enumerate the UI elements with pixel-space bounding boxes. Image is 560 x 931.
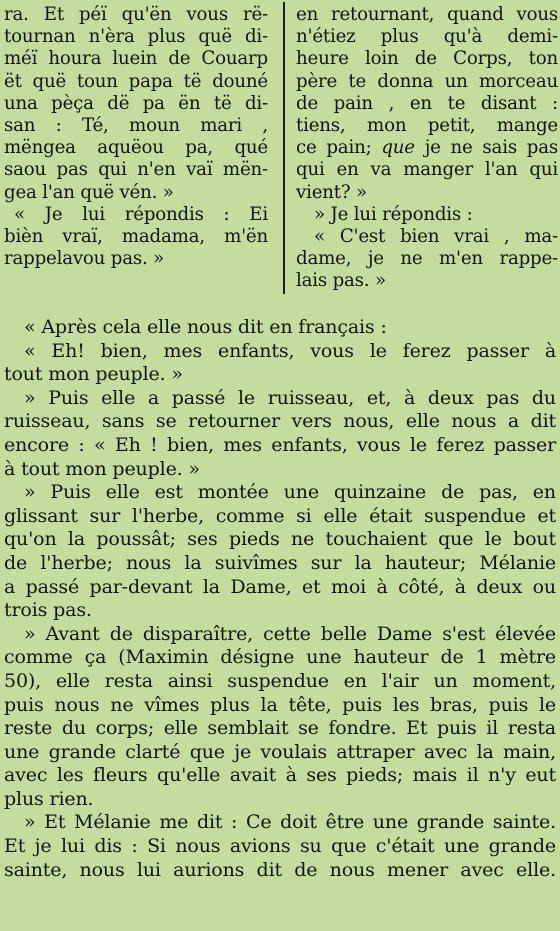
text-line: Et je lui dis : Si nous avions su que c'était une grande <box>4 835 556 858</box>
text-line: père te donna un morceau <box>296 70 558 92</box>
text-line: qu'on la poussât; ses pieds ne touchaient que le bout <box>4 528 556 551</box>
paragraph <box>4 387 556 481</box>
text-line: plus rien. <box>4 787 94 810</box>
paragraph <box>4 811 556 882</box>
paragraph <box>4 623 556 812</box>
text-line: gea l'an quë vén. » <box>4 181 174 203</box>
text-line: mëngea aquëou pa, qué <box>4 137 268 159</box>
text-line: lais pas. » <box>296 270 386 292</box>
text-line: tiens, mon petit, mange <box>296 115 558 137</box>
text-line: reste du corps; elle semblait se fondre. Et puis il resta <box>4 717 556 740</box>
text-fragment: ce pain; <box>296 137 372 159</box>
text-line: puis nous ne vîmes plus la tête, puis les bras, puis le <box>4 693 556 716</box>
text-line: san : Té, moun mari , <box>4 115 268 137</box>
right-paragraph-2 <box>296 204 558 293</box>
text-line: une grande clarté que je voulais attraper avec la main, <box>4 740 556 763</box>
text-line: comme ça (Maximin désigne une hauteur de 1 mètre <box>4 646 556 669</box>
text-line: encore : « Eh ! bien, mes enfants, vous le ferez passer <box>4 433 556 456</box>
text-line: n'étiez plus qu'à demi- <box>296 26 558 48</box>
text-line: de l'herbe; nous la suivîmes sur la hauteur; Mélanie <box>4 551 556 574</box>
text-line: » Et Mélanie me dit : Ce doit être une grande sainte. <box>24 811 556 834</box>
text-line: sainte, nous lui aurions dit de nous mener avec elle. <box>4 858 556 881</box>
left-paragraph-2 <box>4 204 268 271</box>
left-column-provencal <box>4 4 268 270</box>
text-line: vient? » <box>296 181 367 203</box>
text-line: trois pas. <box>4 599 92 622</box>
right-paragraph-1 <box>296 4 558 204</box>
text-line: » Puis elle est montée une quinzaine de pas, en <box>24 481 556 504</box>
text-line: ra. Et péï qu'ën vous rë- <box>4 4 268 25</box>
italic-word: que <box>381 137 415 159</box>
text-line: de pain , en te disant : <box>296 92 558 114</box>
main-text <box>4 316 556 882</box>
text-line: 50), elle resta ainsi suspendue en l'air un moment, <box>4 669 556 692</box>
left-paragraph-1 <box>4 4 268 204</box>
text-line: ruisseau, sans se retourner vers nous, elle nous a dit <box>4 410 556 433</box>
text-line: una pèça dë pa ën të di- <box>4 92 268 114</box>
paragraph <box>4 316 556 340</box>
column-divider <box>283 2 285 294</box>
text-line: « Je lui répondis : Ei <box>14 203 268 225</box>
text-line: méï houra luein de Couarp <box>4 48 268 70</box>
text-line: » Je lui répondis : <box>314 203 473 225</box>
right-column-french <box>296 4 558 293</box>
text-line: a passé par-devant la Dame, et moi à côté, à deux ou <box>4 575 556 598</box>
text-line: » Avant de disparaître, cette belle Dame s'est élevée <box>24 622 556 645</box>
text-line: heure loin de Corps, ton <box>296 48 558 70</box>
text-line: « Eh! bien, mes enfants, vous le ferez passer à <box>24 339 556 362</box>
text-line: » Puis elle a passé le ruisseau, et, à deux pas du <box>24 386 556 409</box>
text-line: bièn vraï, madama, m'ën <box>4 226 268 248</box>
text-line: avec les fleurs qu'elle avait à ses pieds; mais il n'y eut <box>4 764 556 787</box>
paragraph <box>4 340 556 387</box>
text-line: tout mon peuple. » <box>4 363 183 386</box>
text-line: rappelavou pas. » <box>4 248 165 270</box>
text-line: dame, je ne m'en rappe- <box>296 248 558 270</box>
text-line: saou pas qui n'en vaï mën- <box>4 159 268 181</box>
text-line <box>296 137 558 159</box>
text-line: glissant sur l'herbe, comme si elle était suspendue et <box>4 504 556 527</box>
text-line: « Après cela elle nous dit en français : <box>24 316 387 338</box>
text-line: qui en va manger l'an qui <box>296 159 558 181</box>
text-line: tournan n'èra plus quë di- <box>4 26 268 48</box>
text-line: « C'est bien vrai , ma- <box>314 226 558 248</box>
paragraph <box>4 481 556 623</box>
text-line: à tout mon peuple. » <box>4 457 200 480</box>
text-line: en retournant, quand vous <box>296 4 558 25</box>
text-line: ët quë toun papa të douné <box>4 70 268 92</box>
text-fragment: je ne sais pas <box>424 137 558 159</box>
